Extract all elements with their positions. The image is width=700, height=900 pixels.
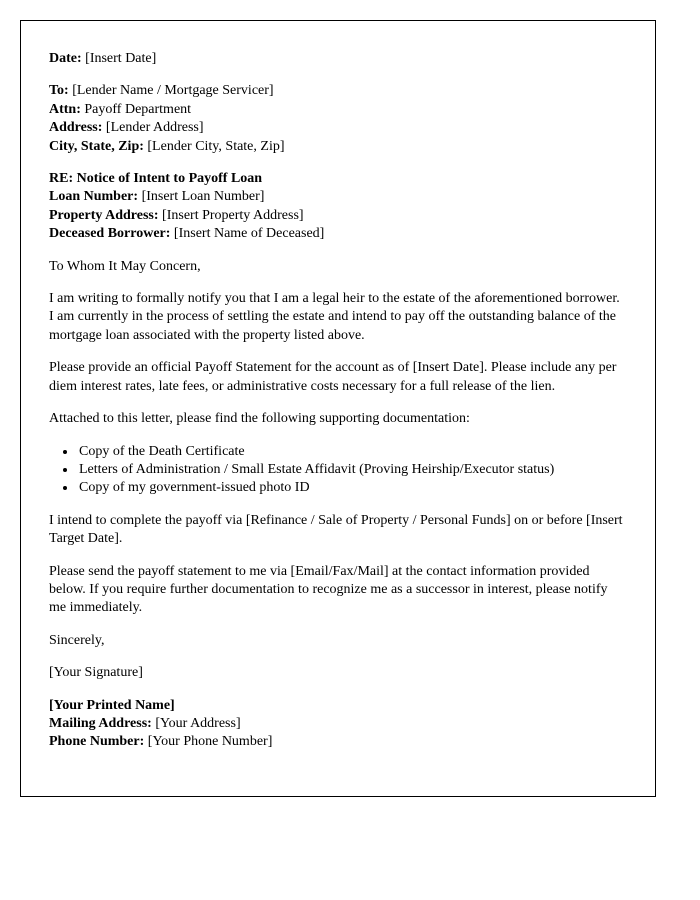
signature-block <box>49 697 627 752</box>
date-label: Date: <box>49 51 82 66</box>
subject-property-address-label: Property Address: <box>49 207 159 223</box>
subject-block <box>49 170 627 244</box>
paragraph-attachments-intro: Attached to this letter, please find the following supporting documentation: <box>49 411 470 427</box>
attachments-list <box>49 443 627 498</box>
signature-phone-number-label: Phone Number: <box>49 734 145 750</box>
subject-deceased-borrower-label: Deceased Borrower: <box>49 226 171 242</box>
attachment-item-death-certificate: • Copy of the Death Certificate <box>77 443 627 461</box>
recipient-address-line <box>49 119 627 137</box>
recipient-citystatezip-label: City, State, Zip: <box>49 138 144 154</box>
signature-placeholder: [Your Signature] <box>49 665 143 681</box>
recipient-to-value: [Lender Name / Mortgage Servicer] <box>72 83 274 99</box>
recipient-citystatezip-value: [Lender City, State, Zip] <box>147 138 285 154</box>
subject-loan-number-label: Loan Number: <box>49 189 139 205</box>
date-line <box>49 50 627 68</box>
recipient-address-label: Address: <box>49 120 103 136</box>
signature-mailing-address-line <box>49 715 627 733</box>
recipient-attn-label: Attn: <box>49 101 81 117</box>
signature-printed-name-label: [Your Printed Name] <box>49 697 175 713</box>
closing: Sincerely, <box>49 632 105 648</box>
paragraph-payoff-method: I intend to complete the payoff via [Refinance / Sale of Property / Personal Funds] on or before [Insert Target Date]. <box>49 512 623 547</box>
date-value: [Insert Date] <box>85 51 157 66</box>
signature-mailing-address-label: Mailing Address: <box>49 715 152 731</box>
attachment-item-photo-id: • Copy of my government-issued photo ID <box>77 479 627 497</box>
subject-loan-number-value: [Insert Loan Number] <box>141 189 265 205</box>
paragraph-payoff-statement-request: Please provide an official Payoff Statement for the account as of [Insert Date]. Please include any per diem interest rates, late fees, or administrative costs necessary for a full release of the lien. <box>49 360 617 394</box>
attachment-item-letters-of-administration: • Letters of Administration / Small Estate Affidavit (Proving Heirship/Executor status) <box>77 461 627 479</box>
subject-deceased-borrower-value: [Insert Name of Deceased] <box>173 226 325 242</box>
subject-property-address-value: [Insert Property Address] <box>162 207 304 223</box>
recipient-to-line <box>49 82 627 100</box>
recipient-block <box>49 82 627 156</box>
signature-phone-number-line <box>49 733 627 751</box>
date-block <box>49 50 627 68</box>
subject-re-line <box>49 170 627 188</box>
recipient-attn-value: Payoff Department <box>84 101 192 117</box>
signature-mailing-address-value: [Your Address] <box>155 715 241 731</box>
subject-re-label: RE: Notice of Intent to Payoff Loan <box>49 171 263 187</box>
letter-page <box>20 20 656 797</box>
recipient-to-label: To: <box>49 83 69 99</box>
salutation: To Whom It May Concern, <box>49 258 201 274</box>
paragraph-delivery-instructions: Please send the payoff statement to me via [Email/Fax/Mail] at the contact information provided below. If you require further documentation to recognize me as a successor in interest, please notify me immediately. <box>49 563 608 616</box>
subject-deceased-borrower-line <box>49 225 627 243</box>
signature-printed-name-line <box>49 697 627 715</box>
recipient-address-value: [Lender Address] <box>105 120 204 136</box>
subject-property-address-line <box>49 207 627 225</box>
paragraph-intent: I am writing to formally notify you that I am a legal heir to the estate of the aforementioned borrower. I am currently in the process of settling the estate and intend to pay off the outstanding balance of the mortgage loan associated with the property listed above. <box>49 291 620 343</box>
subject-loan-number-line <box>49 188 627 206</box>
recipient-attn-line <box>49 101 627 119</box>
recipient-citystatezip-line <box>49 138 627 156</box>
signature-phone-number-value: [Your Phone Number] <box>147 734 273 750</box>
